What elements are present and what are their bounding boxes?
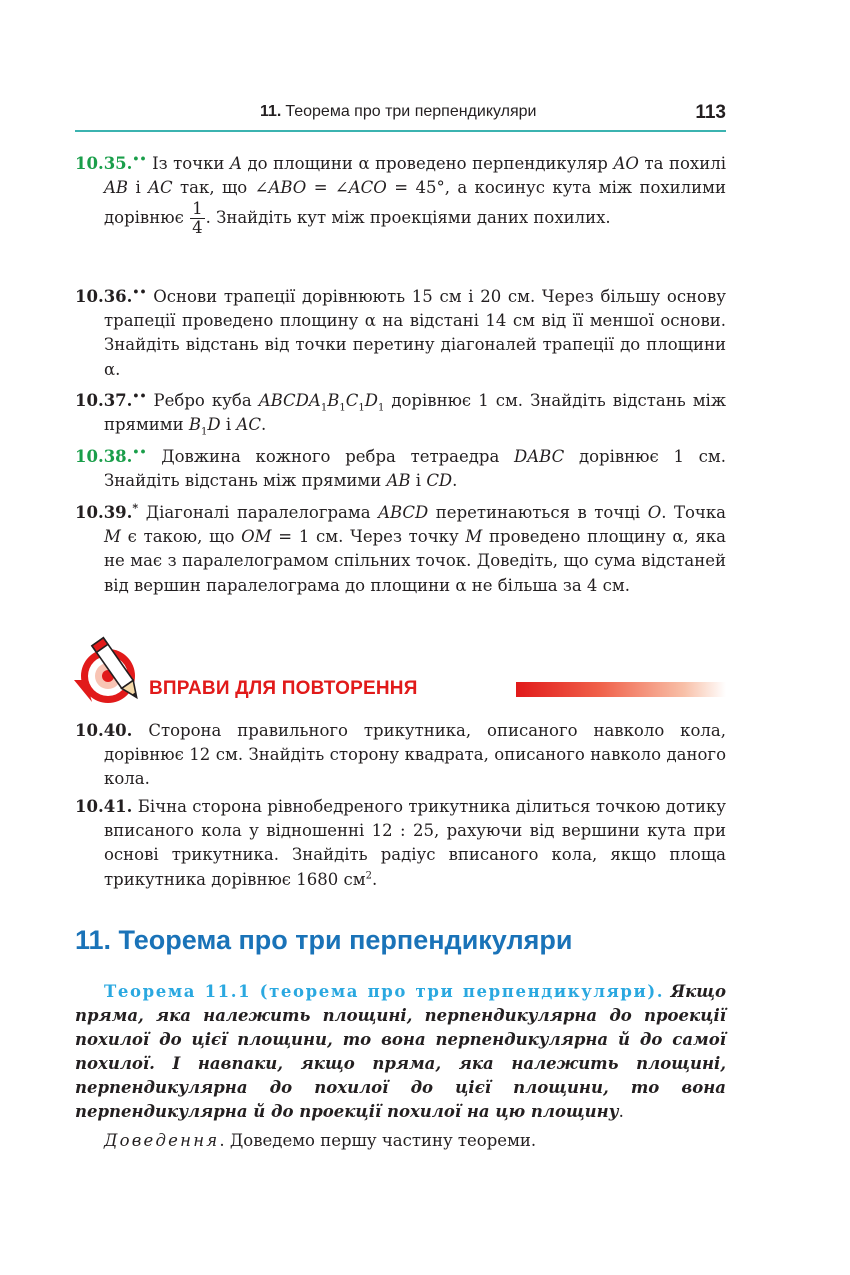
running-title-text: Теорема про три перпендикуляри bbox=[285, 103, 537, 120]
theorem-statement: Якщо пряма, яка належить площині, перпендикулярна до проекції похилої до цієї площини, то вона перпендикулярна й до самої похилої. І навпаки, якщо пряма, яка належить площині, перпендикулярна до похилої до цієї площини, то вона перпендикулярна й до проекції похилої на цю площину bbox=[75, 982, 727, 1121]
fraction: $\frac{1}{4}$ bbox=[192, 199, 203, 238]
difficulty-mark: •• bbox=[132, 445, 147, 459]
difficulty-mark: * bbox=[132, 501, 139, 515]
problem-10-39: 10.39.* Діагоналі паралелограма ABCD перетинаються в точці O. Точка M є такою, що OM = 1 см. Через точку M проведено площину α, яка не має з паралелограмом спільних точок. Доведіть, що сума відстаней від вершин паралелограма до площини α не більша за 4 см. bbox=[75, 501, 726, 595]
problem-10-37: 10.37.•• Ребро куба $ABCDA_1B_1C_1D_1$ дорівнює 1 см. Знайдіть відстань між прямими $B_1D$ і AC. bbox=[75, 389, 727, 438]
page-header bbox=[75, 100, 726, 132]
problem-number: 10.40. bbox=[75, 721, 133, 740]
running-number: 11. bbox=[260, 103, 282, 120]
review-section-title: ВПРАВИ ДЛЯ ПОВТОРЕННЯ bbox=[149, 678, 418, 699]
problem-10-41: 10.41. Бічна сторона рівнобедреного трикутника ділиться точкою дотику вписаного кола у відношенні 12 : 25, рахуючи від вершини кута при основі трикутника. Знайдіть радіус вписаного кола, якщо площа трикутника дорівнює 1680 $см^2$. bbox=[75, 797, 727, 889]
problem-10-36 bbox=[75, 285, 726, 382]
page-number: 113 bbox=[695, 102, 726, 123]
section-heading: 11. Теорема про три перпендикуляри bbox=[75, 925, 573, 955]
problem-10-35: 10.35.•• Із точки A до площини α проведено перпендикуляр AO та похилі AB і AC так, що ∠ABO = ∠ACO = 45°, а косинус кута між похилими дорівнює $\frac{1}{4}$ . Знайдіть кут між проекціями даних похилих. bbox=[75, 152, 726, 238]
difficulty-mark: •• bbox=[132, 389, 147, 403]
problem-text: Основи трапеції дорівнюють 15 см і 20 см. Через більшу основу трапеції проведено площину α на відстані 14 см від її меншої основи. Знайдіть відстань від точки перетину діагоналей трапеції до площини α. bbox=[104, 287, 726, 379]
difficulty-mark: •• bbox=[132, 152, 147, 166]
problem-10-38: 10.38.•• Довжина кожного ребра тетраедра DABC дорівнює 1 см. Знайдіть відстань між прямими AB і CD. bbox=[75, 445, 727, 491]
theorem-block: Теорема 11.1 (теорема про три перпендикуляри). Якщо пряма, яка належить площині, перпендикулярна до проекції похилої до цієї площини, то вона перпендикулярна й до самої похилої. І навпаки, якщо пряма, яка належить площині, перпендикулярна до похилої до цієї площини, то вона перпендикулярна й до проекції похилої на цю площину. bbox=[75, 982, 727, 1121]
pencil-target-icon bbox=[72, 632, 152, 712]
running-title bbox=[260, 103, 536, 121]
problem-number: 10.35.•• bbox=[75, 152, 147, 173]
review-section-banner bbox=[72, 632, 732, 712]
problem-number: 10.39.* bbox=[75, 501, 139, 522]
problem-number: 10.38.•• bbox=[75, 445, 147, 466]
problem-number: 10.41. bbox=[75, 797, 133, 816]
problem-text: Бічна сторона рівнобедреного трикутника ділиться точкою дотику вписаного кола у відношенні 12 : 25, рахуючи від вершини кута при основі трикутника. Знайдіть радіус вписаного кола, якщо площа трикутника дорівнює 1680 см bbox=[104, 797, 727, 889]
proof-text: . Доведемо першу частину теореми. bbox=[219, 1131, 537, 1150]
review-gradient-bar bbox=[516, 682, 726, 697]
theorem-title: Теорема 11.1 (теорема про три перпендикуляри). bbox=[104, 982, 665, 1001]
problem-number: 10.37.•• bbox=[75, 389, 147, 410]
problem-text: Сторона правильного трикутника, описаного навколо кола, дорівнює 12 см. Знайдіть сторону квадрата, описаного навколо даного кола. bbox=[104, 721, 726, 789]
proof-paragraph bbox=[75, 1129, 726, 1153]
difficulty-mark: •• bbox=[132, 285, 147, 299]
problem-number: 10.36.•• bbox=[75, 285, 147, 306]
problem-10-40 bbox=[75, 719, 726, 792]
proof-label: Доведення bbox=[104, 1131, 220, 1150]
